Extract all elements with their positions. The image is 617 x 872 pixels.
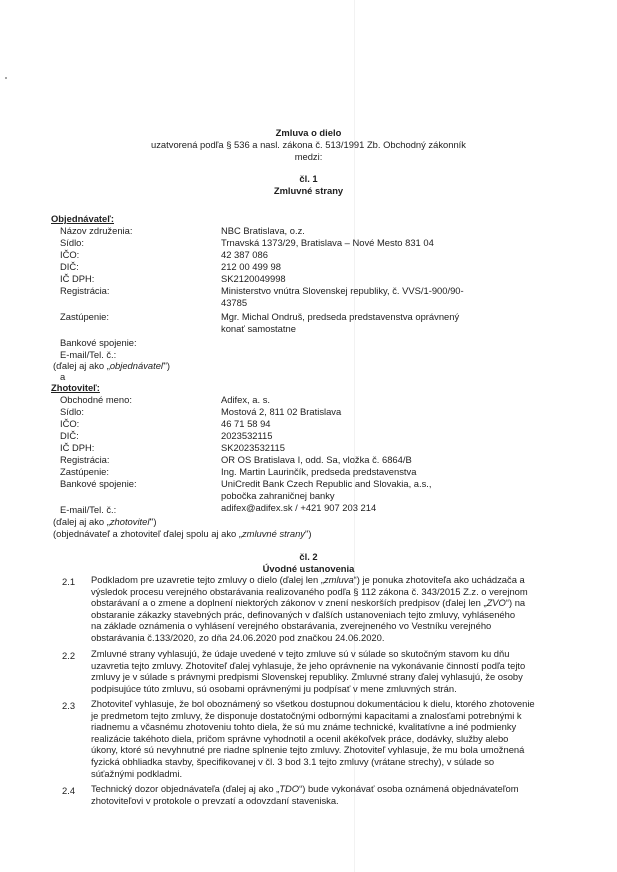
paragraph-line: obstarávania č.133/2020, zo dňa 24.06.2020 pod značkou 24.06.2020. xyxy=(91,631,385,643)
paragraph-number: 2.3 xyxy=(62,700,76,711)
contractor-field-label: Zastúpenie: xyxy=(60,466,109,477)
client-field-label: Názov združenia: xyxy=(60,225,133,236)
client-alias-note: (ďalej aj ako „objednávateľ") xyxy=(53,360,171,371)
client-field-value: SK2120049998 xyxy=(221,273,286,284)
client-field-label: Sídlo: xyxy=(60,237,84,248)
client-field-label: E-mail/Tel. č.: xyxy=(60,349,117,360)
contractor-heading: Zhotoviteľ: xyxy=(51,382,100,393)
paragraph-line: zmluvy je v súlade s právnymi predpismi Slovenskej republiky. Zmluvné strany ďalej vyhlasujú, že osoby xyxy=(91,671,523,683)
paragraph-line: výsledok procesu verejného obstarávania realizovaného podľa § 112 zákona č. 343/2015 Z.z. o verejnom xyxy=(91,585,528,597)
paragraph-line: uzavretia tejto zmluvy. Zhotoviteľ ďalej vyhlasuje, že jeho oprávnenie na vykonávanie činností podľa tejto xyxy=(91,659,526,671)
contractor-field-label: IČO: xyxy=(60,418,80,429)
scan-speck xyxy=(5,77,7,79)
client-heading: Objednávateľ: xyxy=(51,213,115,224)
contractor-field-label: Sídlo: xyxy=(60,406,84,417)
contractor-field-value: Mostová 2, 811 02 Bratislava xyxy=(221,406,342,417)
paragraph-line: zhotoviteľovi v protokole o prevzatí a odovzdaní staveniska. xyxy=(91,794,339,806)
contractor-field-value: adifex@adifex.sk / +421 907 203 214 xyxy=(221,502,377,513)
client-field-label: Zastúpenie: xyxy=(60,311,109,322)
paragraph-line: obstarávaní a o zmene a doplnení niektorých zákonov v znení neskorších predpisov (ďalej len „ZVO“) na xyxy=(91,597,526,609)
paragraph-line: úkony, ktoré sú nevyhnutné pre riadne splnenie tejto zmluvy. Zhotoviteľ vyhlasuje, že mu bola umožnená xyxy=(91,744,525,756)
paragraph-2-4 xyxy=(91,783,573,806)
paragraph-line: Zhotoviteľ vyhlasuje, že bol oboznámený so všetkou dostupnou dokumentáciou k dielu, ktorého zhotovenie xyxy=(91,698,535,709)
joint-alias-note: (objednávateľ a zhotoviteľ ďalej spolu aj ako „zmluvné strany") xyxy=(53,528,312,539)
article-1-title: Zmluvné strany xyxy=(273,185,344,196)
paragraph-2-2 xyxy=(91,648,573,694)
contractor-field-value: SK2023532115 xyxy=(221,442,285,453)
paragraph-line: na základe oznámenia o vyhlásení verejného obstarávania, zverejneného vo Vestníku verejného xyxy=(91,620,492,632)
client-field-label: DIČ: xyxy=(60,261,79,272)
paragraph-line: podpisujúce túto zmluvu, sú osobami oprávnenými ju podpísať v mene zmluvných strán. xyxy=(91,682,457,694)
contractor-field-value: Adifex, a. s. xyxy=(221,394,270,405)
client-field-value: NBC Bratislava, o.z. xyxy=(221,225,305,236)
document-title: Zmluva o dielo xyxy=(275,127,342,138)
contractor-alias-note: (ďalej aj ako „zhotoviteľ") xyxy=(53,516,157,527)
contractor-field-value: 2023532115 xyxy=(221,430,273,441)
article-2-title: Úvodné ustanovenia xyxy=(262,563,355,574)
client-field-value: Ministerstvo vnútra Slovenskej republiky, č. VVS/1-900/90- xyxy=(221,285,464,296)
paragraph-line: súťažnými podkladmi. xyxy=(91,767,183,779)
client-field-value: Trnavská 1373/29, Bratislava – Nové Mesto 831 04 xyxy=(221,237,434,248)
contractor-field-value-cont: pobočka zahraničnej banky xyxy=(221,490,335,501)
client-field-label: IČ DPH: xyxy=(60,273,95,284)
party-connector: a xyxy=(60,371,66,382)
client-field-label: Registrácia: xyxy=(60,285,110,296)
paragraph-number: 2.4 xyxy=(62,785,76,796)
paragraph-line: fyzická obhliadka stavby, špecifikovanej v čl. 3 bod 3.1 tejto zmluvy (vrátane strechy), v súlade so xyxy=(91,755,495,767)
contractor-field-label: Bankové spojenie: xyxy=(60,478,137,489)
contractor-field-label: E-mail/Tel. č.: xyxy=(60,504,117,515)
contractor-field-value: UniCredit Bank Czech Republic and Slovakia, a.s., xyxy=(221,478,432,489)
article-1-number: čl. 1 xyxy=(299,173,318,184)
contractor-field-label: Obchodné meno: xyxy=(60,394,132,405)
paragraph-line: riadnemu a včasnému zhotoveniu tohto diela, že sú mu známe technické, kvalitatívne a iné podmienky xyxy=(91,721,517,733)
document-subtitle-between: medzi: xyxy=(294,151,323,162)
client-field-value: Mgr. Michal Ondruš, predseda predstavenstva oprávnený xyxy=(221,311,460,322)
client-field-value-cont: 43785 xyxy=(221,297,248,308)
contractor-field-label: Registrácia: xyxy=(60,454,110,465)
client-field-value: 42 387 086 xyxy=(221,249,268,260)
client-field-label: IČO: xyxy=(60,249,80,260)
contractor-field-label: IČ DPH: xyxy=(60,442,95,453)
paragraph-line: realizácie takéhoto diela, pričom správne vyhodnotil a ocenil akékoľvek práce, dodávky, služby alebo xyxy=(91,732,509,744)
article-2-number: čl. 2 xyxy=(299,551,318,562)
paragraph-number: 2.1 xyxy=(62,576,76,587)
client-field-label: Bankové spojenie: xyxy=(60,337,137,348)
paragraph-2-3 xyxy=(91,698,573,779)
client-field-value: 212 00 499 98 xyxy=(221,261,281,272)
contractor-field-value: 46 71 58 94 xyxy=(221,418,271,429)
paragraph-line: Podkladom pre uzavretie tejto zmluvy o dielo (ďalej len „zmluva“) je ponuka zhotoviteľa ako uchádzača a xyxy=(91,574,525,585)
client-field-value-cont: konať samostatne xyxy=(221,323,296,334)
paragraph-2-1 xyxy=(91,574,573,644)
paragraph-line: obstaranie zákazky stavebných prác, definovaných v ďalších ustanoveniach tejto zmluvy, vyhláseného xyxy=(91,608,516,620)
paragraph-number: 2.2 xyxy=(62,650,76,661)
contractor-field-value: Ing. Martin Laurinčík, predseda predstavenstva xyxy=(221,466,417,477)
contractor-field-value: OR OS Bratislava I, odd. Sa, vložka č. 6864/B xyxy=(221,454,412,465)
contractor-field-label: DIČ: xyxy=(60,430,79,441)
paragraph-line: je predmetom tejto zmluvy, že disponuje dostatočnými odbornými kapacitami a znalosťami potrebnými k xyxy=(91,709,522,721)
paragraph-line: Technický dozor objednávateľa (ďalej aj ako „TDO“) bude vykonávať osoba oznámená objednávateľom xyxy=(91,783,519,794)
document-subtitle: uzatvorená podľa § 536 a nasl. zákona č. 513/1991 Zb. Obchodný zákonník xyxy=(151,139,466,150)
paragraph-line: Zmluvné strany vyhlasujú, že údaje uvedené v tejto zmluve sú v súlade so skutočným stavom ku dňu xyxy=(91,648,510,659)
